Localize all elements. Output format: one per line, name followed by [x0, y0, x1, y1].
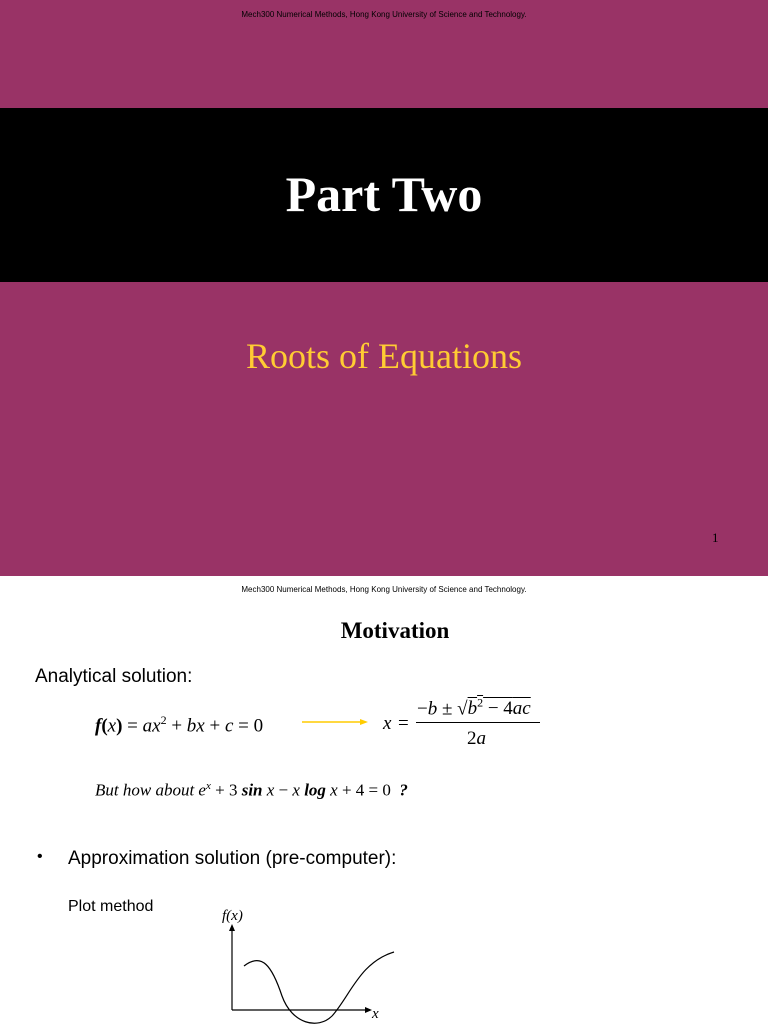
course-header: Mech300 Numerical Methods, Hong Kong University of Science and Technology.: [241, 585, 527, 594]
plot-method-label: Plot method: [68, 898, 154, 915]
quadratic-equation: $f(x) = ax^2$ + bx + c = 0: [95, 713, 264, 737]
plot-y-label: f(x): [222, 908, 243, 924]
slide-subtitle: Roots of Equations: [246, 336, 522, 376]
page-number: 1: [712, 530, 719, 545]
transcendental-equation: But how about $e^x + 3$ sin x − x log x + 4 = 0 ?: [95, 780, 408, 800]
analytical-solution-label: Analytical solution:: [35, 666, 193, 687]
function-plot: [210, 904, 400, 1024]
bullet-icon: •: [37, 848, 43, 865]
right-arrow-icon: [302, 717, 368, 727]
y-axis-arrow-icon: [229, 924, 235, 931]
approximation-solution-label: Approximation solution (pre-computer):: [68, 848, 397, 869]
slide-title: Motivation: [340, 618, 450, 643]
motivation-slide: Mech300 Numerical Methods, Hong Kong University of Science and Technology. Motivation Analytical solution: $f(x) = ax^2$ + bx + c = 0 x = $-b \pm √b^2 - 4ac$ 2a But how about $e^x + 3$ sin x − x log x + 4 = 0 ? • Approximation solution (pre-computer): Plot method f(x) x: [0, 576, 768, 1024]
course-header: Mech300 Numerical Methods, Hong Kong University of Science and Technology.: [241, 10, 527, 19]
plot-x-label: x: [372, 1006, 379, 1022]
slide-title: Part Two: [285, 166, 483, 222]
x-axis-arrow-icon: [365, 1007, 372, 1013]
